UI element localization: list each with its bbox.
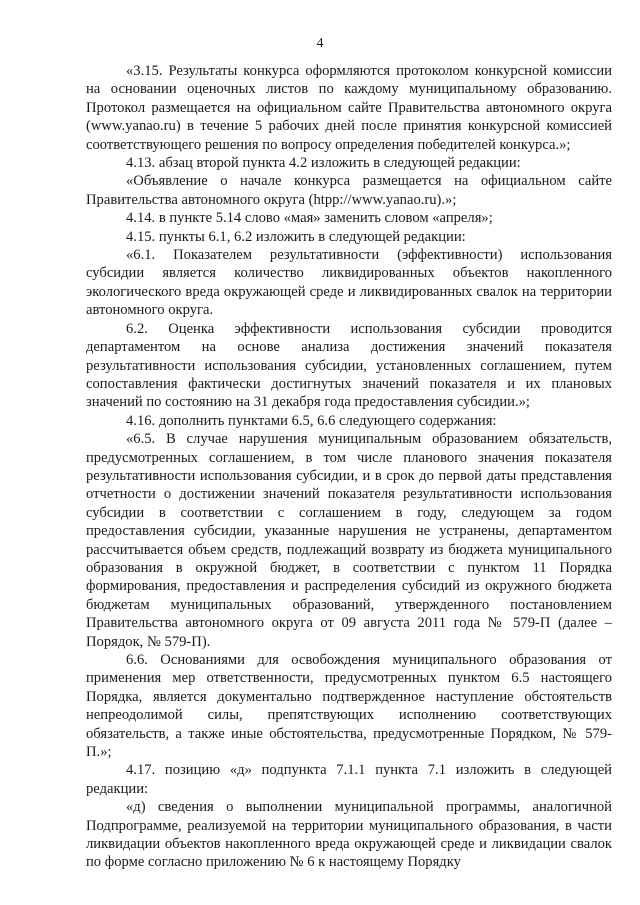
paragraph-6-6: 6.6. Основаниями для освобождения муниципального образования от применения мер ответственности, предусмотренных пунктом 6.5 настоящего Порядка, является документально подтвержденное наступление обстоятельств непреодолимой силы, препятствующих исполнению соответствующих обязательств, а также иные обстоятельства, предусмотренные Порядком, № 579-П.»; — [86, 652, 612, 761]
paragraph-4-13: 4.13. абзац второй пункта 4.2 изложить в следующей редакции: — [126, 155, 521, 172]
paragraph-4-14: 4.14. в пункте 5.14 слово «мая» заменить словом «апреля»; — [126, 210, 493, 227]
page-number: 4 — [316, 36, 324, 51]
paragraph-6-2: 6.2. Оценка эффективности использования субсидии проводится департаментом на основе анализа достижения значений показателя результативности использования субсидии, установленных соглашением, путем сопоставления фактически достигнутых значений показателя и их плановых значений по состоянию на 31 декабря года предоставления субсидии.»; — [86, 320, 612, 411]
document-body — [86, 62, 612, 872]
paragraph-6-5: «6.5. В случае нарушения муниципальным образованием обязательств, предусмотренных соглашением, в том числе планового значения показателя результативности использования субсидии, и в срок до первой даты представления отчетности о достижении значений показателя результативности использования субсидии в соответствии с соглашением в году, следующем за годом предоставления субсидии, указанные нарушения не устранены, департаментом рассчитывается объем средств, подлежащий возврату из бюджета муниципального образования в окружной бюджет, в соответствии с пунктом 11 Порядка формирования, предоставления и распределения субсидий из окружного бюджета бюджетам муниципальных образований, утвержденного постановлением Правительства автономного округа от 09 августа 2011 года № 579-П (далее – Порядок, № 579-П). — [86, 431, 612, 650]
paragraph-4-15: 4.15. пункты 6.1, 6.2 изложить в следующей редакции: — [126, 228, 466, 245]
paragraph-item-d: «д) сведения о выполнении муниципальной программы, аналогичной Подпрограмме, реализуемой на территории муниципального образования, в части ликвидации объектов накопленного вреда окружающей среде и ликвидации свалок по форме согласно приложению № 6 к настоящему Порядку — [86, 799, 612, 871]
paragraph-3-15: «3.15. Результаты конкурса оформляются протоколом конкурсной комиссии на основании оценочных листов по каждому муниципальному образованию. Протокол размещается на официальном сайте Правительства автономного округа (www.yanao.ru) в течение 5 рабочих дней после принятия конкурсной комиссией соответствующего решения по вопросу определения победителей конкурса.»; — [86, 63, 612, 153]
paragraph-6-1: «6.1. Показателем результативности (эффективности) использования субсидии является количество ликвидированных объектов накопленного экологического вреда окружающей среде и ликвидированных свалок на территории автономного округа. — [86, 247, 612, 319]
paragraph-4-16: 4.16. дополнить пунктами 6.5, 6.6 следующего содержания: — [126, 412, 497, 429]
paragraph-4-17: 4.17. позицию «д» подпункта 7.1.1 пункта 7.1 изложить в следующей редакции: — [86, 762, 612, 797]
paragraph-announcement: «Объявление о начале конкурса размещается на официальном сайте Правительства автономного округа (htpp://www.yanao.ru).»; — [86, 173, 612, 208]
